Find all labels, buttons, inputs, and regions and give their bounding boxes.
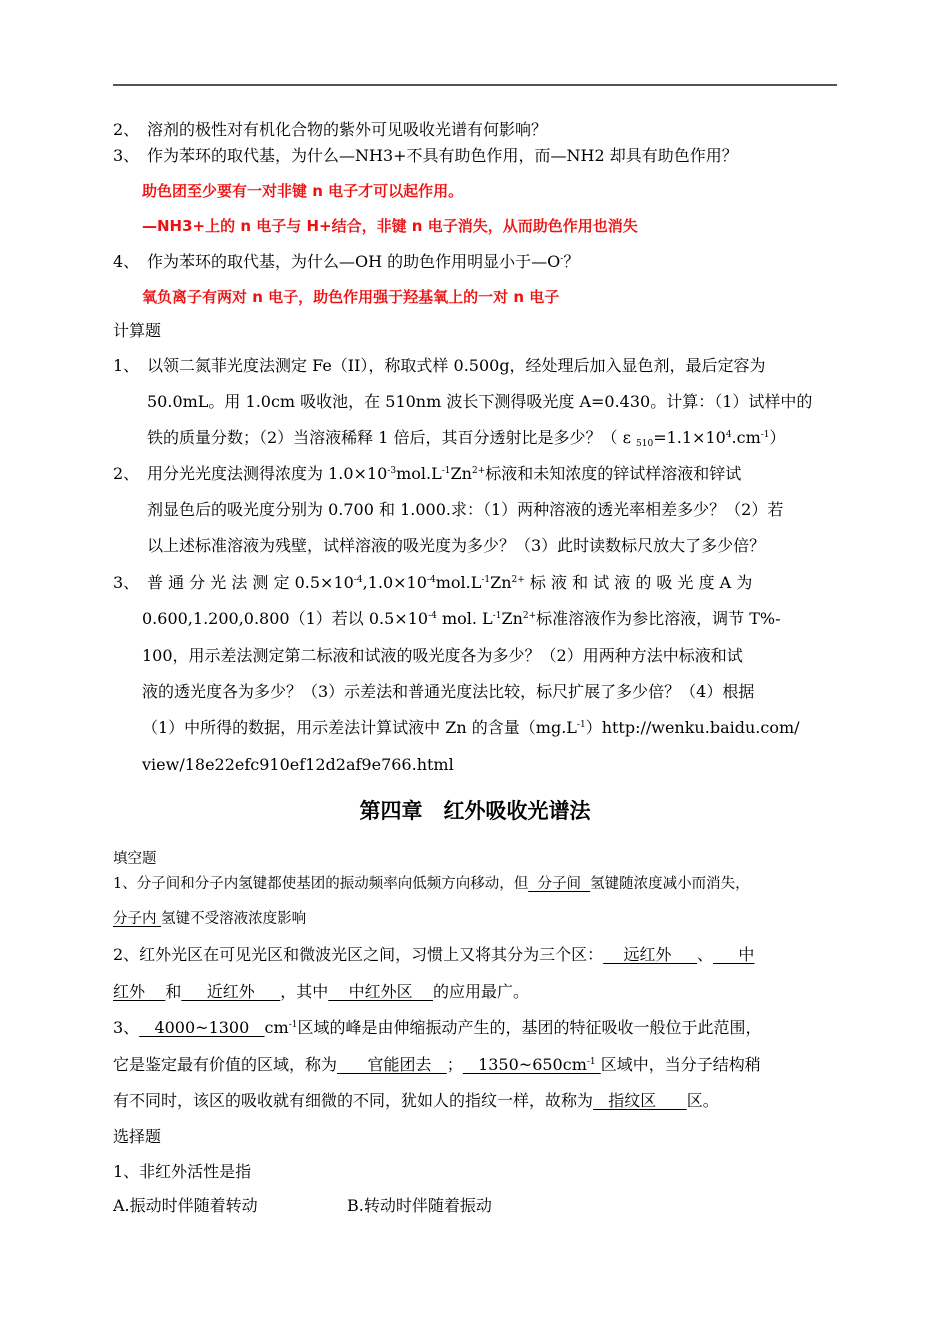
chapter-title: 第四章 红外吸收光谱法 — [359, 799, 591, 823]
question-number: 3、 — [113, 146, 140, 165]
superscript: 4 — [725, 430, 732, 440]
text: ,1.0×10 — [362, 573, 427, 592]
text: .cm — [731, 428, 761, 447]
question-text — [142, 718, 800, 738]
superscript: 2+ — [471, 466, 486, 476]
question-text: 剂显色后的吸光度分别为 0.700 和 1.000.求：（1）两种溶液的透光率相差多少？（2）若 — [147, 500, 784, 519]
text: 标液和未知浓度的锌试样溶液和锌试 — [485, 464, 742, 483]
superscript: -3 — [387, 466, 397, 476]
url-text: ）http://wenku.baidu.com/ — [585, 718, 800, 737]
answer-text: 氧负离子有两对 n 电子，助色作用强于羟基氧上的一对 n 电子 — [142, 288, 560, 306]
answer-blank: 分子内 — [113, 911, 162, 927]
superscript: -1 — [441, 466, 451, 476]
answer-text: 助色团至少要有一对非键 n 电子才可以起作用。 — [142, 182, 464, 200]
text: 氢键不受溶液浓度影响 — [161, 911, 307, 927]
answer-blank: 分子间 — [528, 876, 591, 892]
answer-blank: 红外 — [113, 982, 166, 1001]
question-number: 1、 — [113, 356, 140, 375]
text: 区域的峰是由伸缩振动产生的，基团的特征吸收一般位于此范围， — [297, 1018, 762, 1037]
text: Zn — [450, 464, 472, 483]
answer-blank: 远红外 — [603, 945, 697, 964]
superscript: -1 — [288, 1020, 298, 1030]
text: 它是鉴定最有价值的区域，称为 — [113, 1055, 338, 1074]
section-heading-choice: 选择题 — [113, 1127, 162, 1146]
text: ，其中 — [280, 982, 329, 1001]
question-text: 100，用示差法测定第二标液和试液的吸光度各为多少？（2）用两种方法中标液和试 — [142, 646, 743, 665]
superscript: -4 — [353, 575, 363, 585]
uv-question-3 — [113, 146, 738, 166]
answer-blank: 官能团去 — [337, 1055, 447, 1074]
answer-blank: 4000~1300 — [139, 1018, 265, 1037]
text: 标 液 和 试 液 的 吸 光 度 A 为 — [524, 573, 753, 592]
text: ） — [769, 428, 786, 447]
text: 有不同时，该区的吸收就有细微的不同，犹如人的指纹一样，故称为 — [113, 1091, 594, 1110]
fill-question-3-cont2 — [113, 1091, 719, 1111]
fill-question-2 — [113, 945, 754, 965]
answer-blank: 指纹区 — [593, 1091, 687, 1110]
text: 的应用最广。 — [432, 982, 529, 1001]
answer-blank — [463, 1055, 601, 1074]
fill-question-1-cont — [113, 909, 306, 929]
text: 2、红外光区在可见光区和微波光区之间，习惯上又将其分为三个区： — [113, 945, 604, 964]
text: Zn — [501, 609, 523, 628]
answer-text: —NH3+上的 n 电子与 H+结合，非键 n 电子消失，从而助色作用也消失 — [142, 217, 638, 235]
choice-option-b: B.转动时伴随着振动 — [347, 1196, 492, 1215]
fill-question-3 — [113, 1018, 761, 1038]
answer-blank: 中红外区 — [328, 982, 433, 1001]
text: 氢键随浓度减小而消失， — [590, 876, 750, 892]
superscript: -1 — [586, 1057, 596, 1067]
text: cm — [264, 1018, 289, 1037]
text: Zn — [490, 573, 512, 592]
text: 用分光光度法测得浓度为 1.0×10 — [147, 464, 388, 483]
text: =1.1×10 — [653, 428, 726, 447]
text: mol.L — [396, 464, 442, 483]
fill-question-3-cont — [113, 1055, 761, 1075]
text: mol. L — [436, 609, 493, 628]
text: 3、 — [113, 1018, 140, 1037]
question-number: 3、 — [113, 573, 140, 592]
text: 铁的质量分数；（2）当溶液稀释 1 倍后，其百分透射比是多少？（ ε — [147, 428, 636, 447]
superscript: -1 — [760, 430, 770, 440]
fill-question-1 — [113, 874, 750, 894]
subscript: 510 — [636, 439, 654, 449]
question-text: 以领二氮菲光度法测定 Fe（II），称取式样 0.500g，经处理后加入显色剂，最后定容为 — [147, 356, 766, 375]
text: 1、分子间和分子内氢键都使基团的振动频率向低频方向移动，但 — [113, 876, 529, 892]
superscript: -1 — [481, 575, 491, 585]
section-heading-calc: 计算题 — [113, 321, 162, 340]
uv-question-2 — [113, 120, 547, 140]
header-rule — [113, 84, 837, 86]
question-text: 以上述标准溶液为残壁，试样溶液的吸光度为多少？（3）此时读数标尺放大了多少倍？ — [147, 536, 766, 555]
question-number: 4、 — [113, 252, 140, 271]
text: 标准溶液作为参比溶液，调节 T%- — [536, 609, 781, 628]
superscript: -1 — [492, 611, 502, 621]
answer-blank: 中 — [712, 945, 755, 964]
question-text: 作为苯环的取代基，为什么—NH3+不具有助色作用，而—NH2 却具有助色作用？ — [147, 146, 738, 165]
superscript: -1 — [576, 720, 586, 730]
text: 区。 — [686, 1091, 719, 1110]
superscript: 2+ — [522, 611, 537, 621]
text: mol.L — [435, 573, 482, 592]
superscript: 2+ — [511, 575, 525, 585]
text: 和 — [165, 982, 182, 1001]
uv-question-4 — [113, 252, 579, 272]
section-heading-fill: 填空题 — [113, 851, 157, 867]
question-text — [142, 609, 781, 629]
calc-question-2 — [113, 464, 741, 484]
superscript: -4 — [428, 611, 437, 621]
question-text: 液的透光度各为多少？（3）示差法和普通光度法比较，标尺扩展了多少倍？（4）根据 — [142, 682, 755, 701]
text: ； — [446, 1055, 463, 1074]
fill-question-2-cont — [113, 982, 529, 1002]
text: 区域中，当分子结构稍 — [600, 1055, 761, 1074]
text: 、 — [696, 945, 713, 964]
choice-question-1: 1、非红外活性是指 — [113, 1162, 252, 1181]
answer-blank: 近红外 — [181, 982, 281, 1001]
url-text: view/18e22efc910ef12d2af9e766.html — [142, 755, 454, 774]
question-number: 2、 — [113, 120, 140, 139]
choice-option-a: A.振动时伴随着转动 — [113, 1196, 258, 1215]
superscript: -4 — [426, 575, 436, 585]
question-text: 作为苯环的取代基，为什么—OH 的助色作用明显小于—O — [147, 252, 561, 271]
question-text — [147, 428, 786, 448]
text: （1）中所得的数据，用示差法计算试液中 Zn 的含量（mg.L — [142, 718, 577, 737]
text: 0.600,1.200,0.800（1）若以 0.5×10 — [142, 609, 429, 628]
question-number: 2、 — [113, 464, 140, 483]
question-text: 50.0mL。用 1.0cm 吸收池，在 510nm 波长下测得吸光度 A=0.430。计算：（1）试样中的 — [147, 392, 813, 411]
question-text: 溶剂的极性对有机化合物的紫外可见吸收光谱有何影响？ — [147, 120, 548, 139]
text: 普 通 分 光 法 测 定 0.5×10 — [147, 573, 354, 592]
calc-question-1 — [113, 356, 766, 376]
question-text: ？ — [563, 252, 580, 271]
text: 1350~650cm — [462, 1055, 587, 1074]
superscript: - — [560, 254, 564, 264]
calc-question-3 — [113, 573, 752, 593]
